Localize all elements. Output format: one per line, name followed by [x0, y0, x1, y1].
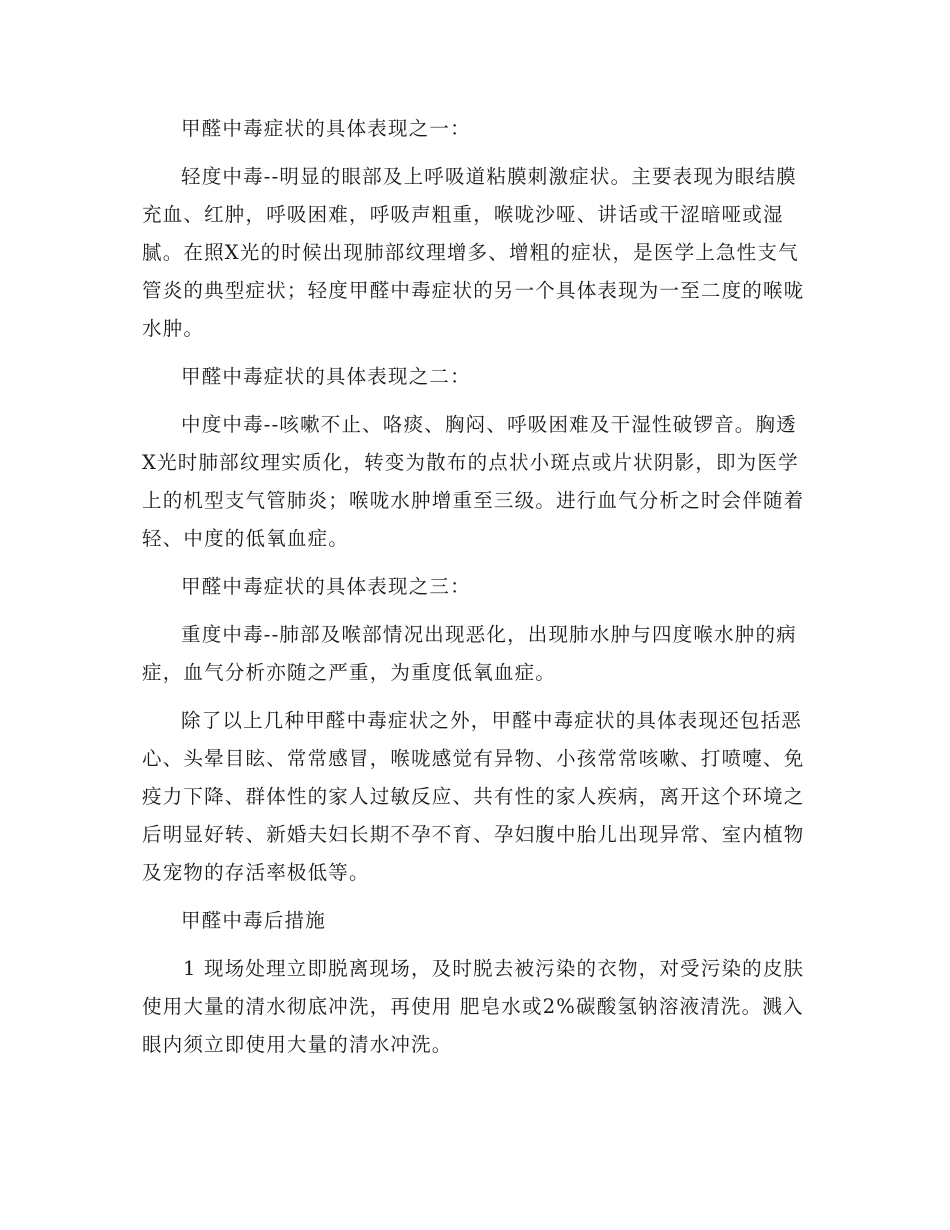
document-body	[142, 110, 810, 1064]
section-heading-3: 甲醛中毒症状的具体表现之三：	[181, 575, 471, 598]
paragraph-moderate-poisoning: 中度中毒--咳嗽不止、咯痰、胸闷、呼吸困难及干湿性破锣音。胸透Ⅹ光时肺部纹理实质化，转变为散布的点状小斑点或片状阴影，即为医学上的机型支气管肺炎；喉咙水肿增重至三级。进行血气分析之时会伴随着轻、中度的低氧血症。	[142, 413, 805, 550]
paragraph-severe-poisoning: 重度中毒--肺部及喉部情况出现恶化，出现肺水肿与四度喉水肿的病症，血气分析亦随之严重，为重度低氧血症。	[142, 623, 797, 684]
section-heading-2: 甲醛中毒症状的具体表现之二：	[181, 365, 471, 388]
paragraph-mild-poisoning: 轻度中毒--明显的眼部及上呼吸道粘膜刺激症状。主要表现为眼结膜充血、红肿，呼吸困难，呼吸声粗重，喉咙沙哑、讲话或干涩暗哑或湿腻。在照Ⅹ光的时候出现肺部纹理增多、增粗的症状，是医学上急性支气管炎的典型症状；轻度甲醛中毒症状的另一个具体表现为一至二度的喉咙水肿。	[142, 165, 805, 340]
paragraph-other-symptoms: 除了以上几种甲醛中毒症状之外，甲醛中毒症状的具体表现还包括恶心、头晕目眩、常常感冒，喉咙感觉有异物、小孩常常咳嗽、打喷嚏、免疫力下降、群体性的家人过敏反应、共有性的家人疾病，离开这个环境之后明显好转、新婚夫妇长期不孕不育、孕妇腹中胎儿出现异常、室内植物及宠物的存活率极低等。	[142, 709, 805, 884]
section-heading-1: 甲醛中毒症状的具体表现之一：	[181, 117, 471, 140]
section-heading-measures: 甲醛中毒后措施	[181, 909, 326, 932]
paragraph-measure-1: 1 现场处理立即脱离现场，及时脱去被污染的衣物，对受污染的皮肤使用大量的清水彻底冲洗，再使用 肥皂水或2%碳酸氢钠溶液清洗。溅入眼内须立即使用大量的清水冲洗。	[142, 957, 805, 1056]
